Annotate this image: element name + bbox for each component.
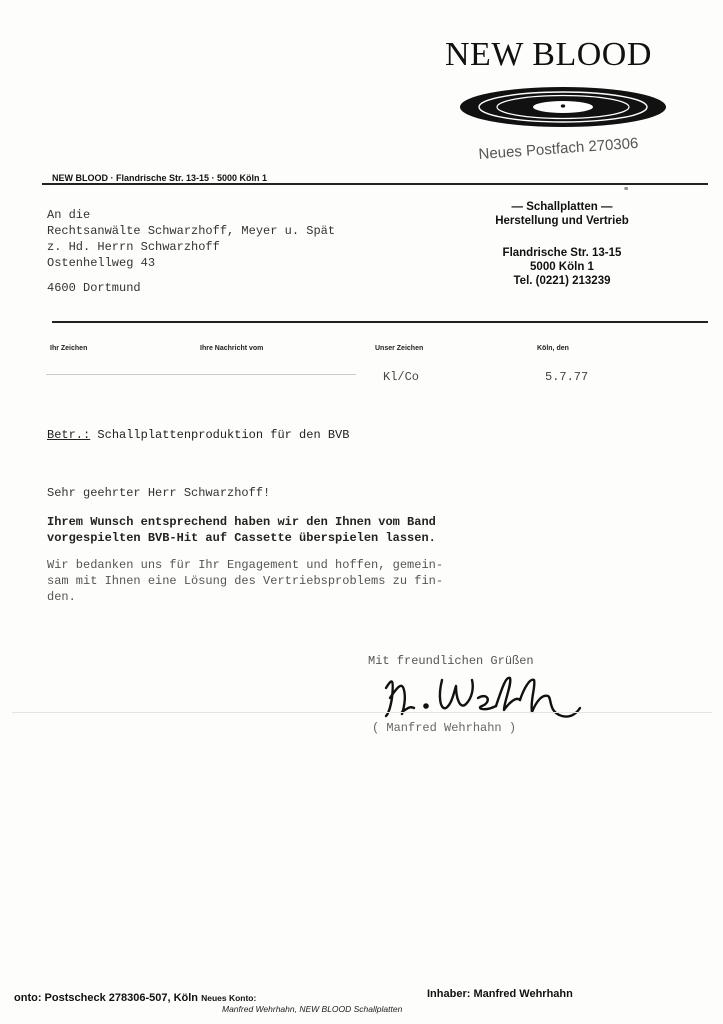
signer-name: ( Manfred Wehrhahn ) bbox=[372, 721, 517, 735]
paragraph-line: vorgespielten BVB-Hit auf Cassette überspielen lassen. bbox=[47, 531, 436, 545]
recipient-line: An die bbox=[47, 208, 91, 222]
subject-text: Schallplattenproduktion für den BVB bbox=[97, 428, 350, 442]
paragraph-1 bbox=[47, 514, 436, 546]
recipient-city: 4600 Dortmund bbox=[47, 281, 141, 295]
paragraph-line: den. bbox=[47, 590, 76, 604]
company-tagline: — Schallplatten — bbox=[511, 201, 613, 213]
unser-zeichen-value: Kl/Co bbox=[383, 370, 420, 384]
footer-bank-info bbox=[14, 992, 256, 1004]
company-street: Flandrische Str. 13-15 bbox=[502, 247, 622, 259]
company-service: Herstellung und Vertrieb bbox=[495, 215, 629, 227]
footer-handwritten-note: Manfred Wehrhahn, NEW BLOOD Schallplatten bbox=[222, 1004, 403, 1014]
company-address bbox=[472, 246, 652, 288]
paragraph-line: Wir bedanken uns für Ihr Engagement und hoffen, gemein- bbox=[47, 558, 444, 572]
closing: Mit freundlichen Grüßen bbox=[368, 654, 534, 668]
unser-zeichen-label: Unser Zeichen bbox=[375, 345, 424, 352]
ort-datum-label: Köln, den bbox=[537, 345, 569, 352]
reference-rule bbox=[52, 321, 708, 323]
recipient-line: Ostenhellweg 43 bbox=[47, 256, 156, 270]
postfach-stamp: Neues Postfach 270306 bbox=[478, 134, 639, 163]
footer-konto: onto: Postscheck 278306-507, Köln bbox=[14, 992, 199, 1004]
handwritten-signature bbox=[380, 668, 610, 724]
footer-inhaber: Inhaber: Manfred Wehrhahn bbox=[427, 988, 573, 1000]
company-city: 5000 Köln 1 bbox=[530, 261, 594, 273]
paper-fold-line bbox=[12, 712, 712, 713]
reference-dotted-line bbox=[46, 374, 356, 375]
vinyl-record-logo bbox=[458, 84, 668, 130]
ihre-nachricht-label: Ihre Nachricht vom bbox=[200, 345, 264, 352]
recipient-address bbox=[47, 207, 335, 271]
subject-line bbox=[47, 428, 349, 442]
brand-title: NEW BLOOD bbox=[445, 36, 652, 73]
paragraph-line: Ihrem Wunsch entsprechend haben wir den Ihnen vom Band bbox=[47, 515, 436, 529]
subject-prefix: Betr.: bbox=[47, 428, 91, 442]
company-info bbox=[472, 200, 652, 228]
recipient-line: z. Hd. Herrn Schwarzhoff bbox=[47, 240, 220, 254]
company-phone: Tel. (0221) 213239 bbox=[513, 275, 611, 287]
date-value: 5.7.77 bbox=[545, 370, 589, 384]
corner-mark: ≡ bbox=[624, 186, 629, 193]
ihr-zeichen-label: Ihr Zeichen bbox=[50, 345, 88, 352]
sender-return-address: NEW BLOOD · Flandrische Str. 13-15 · 5000 Köln 1 bbox=[52, 173, 268, 183]
recipient-line: Rechtsanwälte Schwarzhoff, Meyer u. Spät bbox=[47, 224, 336, 238]
paragraph-2 bbox=[47, 557, 443, 605]
paragraph-line: sam mit Ihnen eine Lösung des Vertriebsproblems zu fin- bbox=[47, 574, 444, 588]
salutation: Sehr geehrter Herr Schwarzhoff! bbox=[47, 486, 271, 500]
letterhead-rule bbox=[42, 183, 708, 185]
footer-neues-konto: Neues Konto: bbox=[201, 993, 257, 1003]
